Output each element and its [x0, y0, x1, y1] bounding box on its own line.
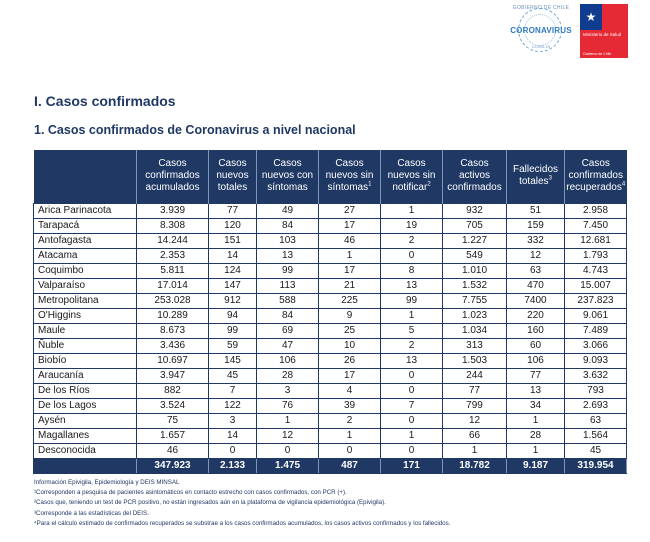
value-cell: 9.093 — [565, 353, 627, 368]
value-cell: 1 — [319, 428, 381, 443]
total-cell: 347.923 — [137, 458, 209, 473]
value-cell: 1.034 — [443, 323, 507, 338]
value-cell: 0 — [209, 443, 257, 458]
table-row — [34, 428, 627, 443]
region-name-cell: Coquimbo — [34, 263, 137, 278]
value-cell: 99 — [209, 323, 257, 338]
value-cell: 2 — [319, 413, 381, 428]
value-cell: 17 — [319, 263, 381, 278]
column-header — [257, 150, 319, 203]
value-cell: 76 — [257, 398, 319, 413]
value-cell: 7.755 — [443, 293, 507, 308]
value-cell: 588 — [257, 293, 319, 308]
value-cell: 1.503 — [443, 353, 507, 368]
value-cell: 1.564 — [565, 428, 627, 443]
footnote-marker: 4 — [621, 181, 626, 188]
value-cell: 2.353 — [137, 248, 209, 263]
table-row — [34, 263, 627, 278]
value-cell: 220 — [507, 308, 565, 323]
column-header — [381, 150, 443, 203]
column-header — [565, 150, 627, 203]
flag-blue-square — [580, 4, 602, 30]
column-header-label: Casos activos confirmados — [447, 158, 502, 194]
value-cell: 0 — [381, 443, 443, 458]
table-row — [34, 293, 627, 308]
table-row — [34, 338, 627, 353]
column-header-label: Fallecidos totales — [512, 164, 559, 188]
total-cell — [34, 458, 137, 473]
column-header — [507, 150, 565, 203]
region-name-cell: Magallanes — [34, 428, 137, 443]
value-cell: 2 — [381, 233, 443, 248]
value-cell: 4.743 — [565, 263, 627, 278]
value-cell: 0 — [319, 443, 381, 458]
table-header-row — [34, 150, 627, 203]
footnote-marker: 3 — [548, 175, 552, 182]
value-cell: 549 — [443, 248, 507, 263]
cases-table — [33, 150, 627, 474]
footnote-marker: 1 — [368, 181, 372, 188]
value-cell: 14.244 — [137, 233, 209, 248]
value-cell: 225 — [319, 293, 381, 308]
value-cell: 99 — [381, 293, 443, 308]
value-cell: 2 — [381, 338, 443, 353]
footnote: ³Corresponde a las estadísticas del DEIS. — [34, 509, 149, 517]
value-cell: 705 — [443, 218, 507, 233]
footnote: ⁴Para el cálculo estimado de confirmados recuperados se substrae a los casos confirmados acumulados, los casos activos confirmados y los fallecidos. — [34, 519, 451, 527]
minsal-name: Ministerio de Salud — [583, 32, 622, 37]
value-cell: 5.811 — [137, 263, 209, 278]
value-cell: 47 — [257, 338, 319, 353]
region-name-cell: Maule — [34, 323, 137, 338]
value-cell: 27 — [319, 203, 381, 218]
table-row — [34, 443, 627, 458]
value-cell: 17 — [319, 218, 381, 233]
footnote: ²Casos que, teniendo un test de PCR positivo, no están ingresados aún en la plataforma de vigilancia epidemiológica (Epivigila). — [34, 499, 386, 507]
value-cell: 0 — [381, 248, 443, 263]
value-cell: 120 — [209, 218, 257, 233]
value-cell: 77 — [443, 383, 507, 398]
minsal-sub: Gobierno de Chile — [583, 52, 612, 56]
table-row — [34, 413, 627, 428]
value-cell: 10.289 — [137, 308, 209, 323]
value-cell: 1 — [507, 413, 565, 428]
value-cell: 3.632 — [565, 368, 627, 383]
total-cell: 9.187 — [507, 458, 565, 473]
column-header — [319, 150, 381, 203]
column-header-label: Casos nuevos con síntomas — [261, 158, 314, 194]
value-cell: 3 — [257, 383, 319, 398]
column-header — [34, 150, 137, 203]
value-cell: 4 — [319, 383, 381, 398]
table-row — [34, 323, 627, 338]
region-name-cell: Araucanía — [34, 368, 137, 383]
coronavirus-logo-main-text: CORONAVIRUS — [510, 26, 572, 35]
value-cell: 26 — [319, 353, 381, 368]
table-row — [34, 248, 627, 263]
value-cell: 932 — [443, 203, 507, 218]
value-cell: 60 — [507, 338, 565, 353]
value-cell: 12 — [257, 428, 319, 443]
value-cell: 1.532 — [443, 278, 507, 293]
total-cell: 18.782 — [443, 458, 507, 473]
table-row — [34, 203, 627, 218]
value-cell: 46 — [319, 233, 381, 248]
value-cell: 13 — [381, 278, 443, 293]
value-cell: 94 — [209, 308, 257, 323]
coronavirus-logo-top-text: GOBIERNO DE CHILE — [512, 5, 570, 11]
value-cell: 17.014 — [137, 278, 209, 293]
value-cell: 1 — [443, 443, 507, 458]
value-cell: 34 — [507, 398, 565, 413]
value-cell: 1 — [381, 428, 443, 443]
minsal-logo — [580, 4, 628, 58]
value-cell: 7.489 — [565, 323, 627, 338]
value-cell: 84 — [257, 218, 319, 233]
region-name-cell: Desconocida — [34, 443, 137, 458]
region-name-cell: Aysén — [34, 413, 137, 428]
value-cell: 10.697 — [137, 353, 209, 368]
region-name-cell: De los Lagos — [34, 398, 137, 413]
value-cell: 2.958 — [565, 203, 627, 218]
value-cell: 59 — [209, 338, 257, 353]
value-cell: 124 — [209, 263, 257, 278]
value-cell: 0 — [257, 443, 319, 458]
value-cell: 151 — [209, 233, 257, 248]
value-cell: 66 — [443, 428, 507, 443]
section-title: I. Casos confirmados — [34, 93, 176, 109]
value-cell: 75 — [137, 413, 209, 428]
value-cell: 1 — [507, 443, 565, 458]
total-cell: 319.954 — [565, 458, 627, 473]
table-row — [34, 233, 627, 248]
value-cell: 3 — [209, 413, 257, 428]
value-cell: 7 — [209, 383, 257, 398]
value-cell: 160 — [507, 323, 565, 338]
table-row — [34, 218, 627, 233]
value-cell: 1.010 — [443, 263, 507, 278]
region-name-cell: De los Ríos — [34, 383, 137, 398]
table-row — [34, 398, 627, 413]
table-row — [34, 383, 627, 398]
value-cell: 0 — [381, 383, 443, 398]
value-cell: 470 — [507, 278, 565, 293]
value-cell: 1.657 — [137, 428, 209, 443]
star-icon: ★ — [585, 10, 597, 24]
region-name-cell: Biobío — [34, 353, 137, 368]
column-header — [443, 150, 507, 203]
region-name-cell: Valparaíso — [34, 278, 137, 293]
table-row — [34, 353, 627, 368]
value-cell: 63 — [507, 263, 565, 278]
value-cell: 25 — [319, 323, 381, 338]
value-cell: 99 — [257, 263, 319, 278]
coronavirus-logo-sub-text: COVID-19 — [531, 44, 551, 49]
value-cell: 46 — [137, 443, 209, 458]
region-name-cell: Ñuble — [34, 338, 137, 353]
value-cell: 28 — [257, 368, 319, 383]
footnote-marker: 2 — [427, 181, 431, 188]
value-cell: 10 — [319, 338, 381, 353]
coronavirus-logo — [508, 4, 574, 58]
value-cell: 14 — [209, 428, 257, 443]
value-cell: 13 — [257, 248, 319, 263]
column-header-label: Casos nuevos totales — [216, 158, 249, 194]
value-cell: 63 — [565, 413, 627, 428]
value-cell: 1 — [257, 413, 319, 428]
value-cell: 145 — [209, 353, 257, 368]
table-row — [34, 368, 627, 383]
subsection-title: 1. Casos confirmados de Coronavirus a nivel nacional — [34, 123, 356, 137]
value-cell: 3.939 — [137, 203, 209, 218]
value-cell: 0 — [381, 368, 443, 383]
value-cell: 3.524 — [137, 398, 209, 413]
region-name-cell: Antofagasta — [34, 233, 137, 248]
value-cell: 51 — [507, 203, 565, 218]
value-cell: 21 — [319, 278, 381, 293]
value-cell: 45 — [209, 368, 257, 383]
value-cell: 9 — [319, 308, 381, 323]
value-cell: 799 — [443, 398, 507, 413]
footnote: ¹Corresponden a pesquisa de pacientes asintomáticos en contacto estrecho con casos confirmados, con PCR (+). — [34, 489, 347, 497]
value-cell: 77 — [209, 203, 257, 218]
value-cell: 15.007 — [565, 278, 627, 293]
column-header-label: Casos confirmados recuperados — [566, 158, 623, 194]
value-cell: 13 — [507, 383, 565, 398]
value-cell: 912 — [209, 293, 257, 308]
value-cell: 244 — [443, 368, 507, 383]
value-cell: 0 — [381, 413, 443, 428]
total-row — [34, 458, 627, 473]
value-cell: 9.061 — [565, 308, 627, 323]
value-cell: 159 — [507, 218, 565, 233]
value-cell: 12 — [443, 413, 507, 428]
value-cell: 253.028 — [137, 293, 209, 308]
value-cell: 49 — [257, 203, 319, 218]
value-cell: 793 — [565, 383, 627, 398]
value-cell: 1.023 — [443, 308, 507, 323]
value-cell: 147 — [209, 278, 257, 293]
value-cell: 3.947 — [137, 368, 209, 383]
value-cell: 7.450 — [565, 218, 627, 233]
value-cell: 313 — [443, 338, 507, 353]
value-cell: 8 — [381, 263, 443, 278]
value-cell: 19 — [381, 218, 443, 233]
table-body — [34, 203, 627, 473]
flag-red-band — [602, 4, 628, 30]
region-name-cell: Atacama — [34, 248, 137, 263]
value-cell: 103 — [257, 233, 319, 248]
value-cell: 882 — [137, 383, 209, 398]
region-name-cell: Metropolitana — [34, 293, 137, 308]
value-cell: 3.066 — [565, 338, 627, 353]
value-cell: 332 — [507, 233, 565, 248]
value-cell: 2.693 — [565, 398, 627, 413]
value-cell: 8.673 — [137, 323, 209, 338]
total-cell: 487 — [319, 458, 381, 473]
table-row — [34, 278, 627, 293]
value-cell: 14 — [209, 248, 257, 263]
total-cell: 2.133 — [209, 458, 257, 473]
column-header-label: Casos nuevos sin notificar — [387, 158, 436, 194]
value-cell: 28 — [507, 428, 565, 443]
value-cell: 106 — [507, 353, 565, 368]
value-cell: 1 — [381, 203, 443, 218]
footnotes — [34, 478, 634, 529]
header-logos — [508, 4, 628, 58]
value-cell: 237.823 — [565, 293, 627, 308]
value-cell: 3.436 — [137, 338, 209, 353]
region-name-cell: Tarapacá — [34, 218, 137, 233]
value-cell: 1.227 — [443, 233, 507, 248]
column-header — [209, 150, 257, 203]
value-cell: 1 — [319, 248, 381, 263]
value-cell: 8.308 — [137, 218, 209, 233]
value-cell: 13 — [381, 353, 443, 368]
value-cell: 122 — [209, 398, 257, 413]
value-cell: 7 — [381, 398, 443, 413]
value-cell: 7400 — [507, 293, 565, 308]
value-cell: 12.681 — [565, 233, 627, 248]
value-cell: 106 — [257, 353, 319, 368]
region-name-cell: O'Higgins — [34, 308, 137, 323]
column-header — [137, 150, 209, 203]
value-cell: 77 — [507, 368, 565, 383]
value-cell: 84 — [257, 308, 319, 323]
column-header-label: Casos nuevos sin síntomas — [325, 158, 374, 194]
value-cell: 39 — [319, 398, 381, 413]
value-cell: 1 — [381, 308, 443, 323]
value-cell: 17 — [319, 368, 381, 383]
total-cell: 171 — [381, 458, 443, 473]
value-cell: 69 — [257, 323, 319, 338]
column-header-label: Casos confirmados acumulados — [145, 158, 200, 194]
value-cell: 113 — [257, 278, 319, 293]
table-row — [34, 308, 627, 323]
footnote: Información Epivigila, Epidemiología y DEIS MINSAL — [34, 479, 180, 486]
value-cell: 45 — [565, 443, 627, 458]
value-cell: 1.793 — [565, 248, 627, 263]
total-cell: 1.475 — [257, 458, 319, 473]
region-name-cell: Arica Parinacota — [34, 203, 137, 218]
value-cell: 5 — [381, 323, 443, 338]
value-cell: 12 — [507, 248, 565, 263]
